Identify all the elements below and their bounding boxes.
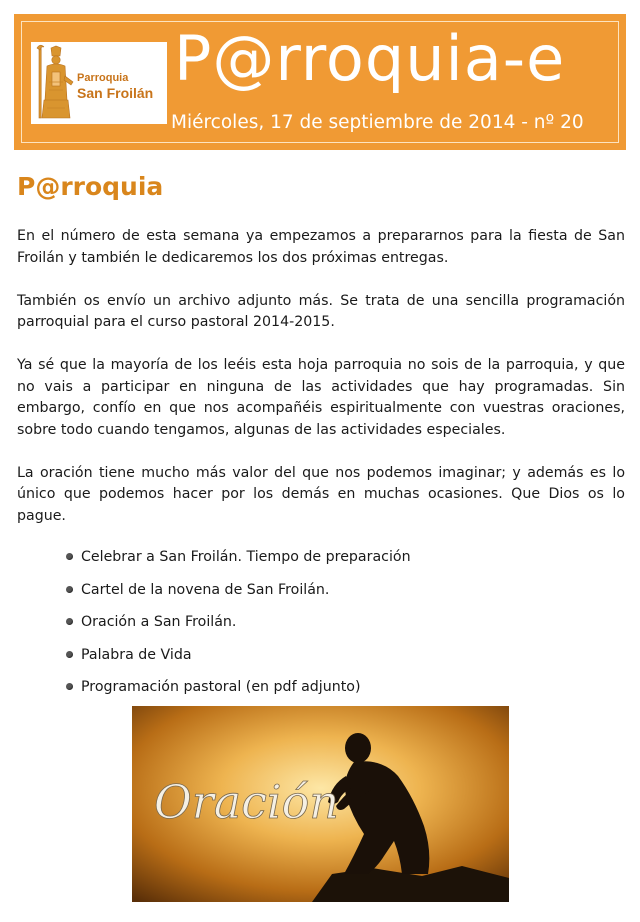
- bullet-icon: [66, 618, 73, 625]
- paragraph: También os envío un archivo adjunto más. Se trata de una sencilla programación parroquial para el curso pastoral 2014-2015.: [17, 292, 625, 330]
- newsletter-title: P@rroquia-e: [174, 22, 566, 95]
- list-item: [66, 644, 411, 677]
- list-item: [66, 546, 411, 579]
- contents-list: [66, 546, 411, 709]
- link-celebrar-san-froilan[interactable]: Celebrar a San Froilán. Tiempo de preparación: [81, 549, 411, 565]
- bullet-icon: [66, 683, 73, 690]
- paragraph: La oración tiene mucho más valor del que nos podemos imaginar; y además es lo único que podemos hacer por los demás en muchas ocasiones. Que Dios os lo pague.: [17, 464, 625, 524]
- bullet-icon: [66, 651, 73, 658]
- logo-text: [77, 72, 153, 101]
- list-item: [66, 676, 411, 709]
- paragraph: Ya sé que la mayoría de los leéis esta hoja parroquia no sois de la parroquia, y que no vais a participar en ninguna de las actividades que hay programadas. Sin embargo, confío en que nos acompañéis espiritualmente con vuestras oraciones, sobre todo cuando tengamos, algunas de las actividades especiales.: [17, 357, 625, 438]
- article-body: [17, 226, 625, 549]
- oracion-caption: Oración: [154, 775, 339, 829]
- header-banner: [14, 14, 626, 150]
- link-palabra-de-vida[interactable]: Palabra de Vida: [81, 646, 192, 663]
- list-item: [66, 611, 411, 644]
- paragraph: En el número de esta semana ya empezamos a prepararnos para la fiesta de San Froilán y también le dedicaremos los dos próximas entregas.: [17, 228, 625, 266]
- kneeling-figure-icon: [132, 706, 509, 902]
- prayer-image: [132, 706, 509, 902]
- link-cartel-novena[interactable]: Cartel de la novena de San Froilán.: [81, 581, 330, 598]
- logo-line-parroquia: Parroquia: [77, 72, 129, 84]
- parish-logo: [31, 42, 167, 124]
- section-title: P@rroquia: [17, 172, 164, 201]
- link-programacion-pastoral[interactable]: Programación pastoral (en pdf adjunto): [81, 679, 361, 695]
- list-item: [66, 579, 411, 612]
- logo-line-san-froilan: San Froilán: [77, 84, 154, 101]
- link-oracion-san-froilan[interactable]: Oración a San Froilán.: [81, 614, 237, 630]
- bullet-icon: [66, 586, 73, 593]
- bullet-icon: [66, 553, 73, 560]
- issue-date-number: Miércoles, 17 de septiembre de 2014 - nº 20: [171, 112, 584, 133]
